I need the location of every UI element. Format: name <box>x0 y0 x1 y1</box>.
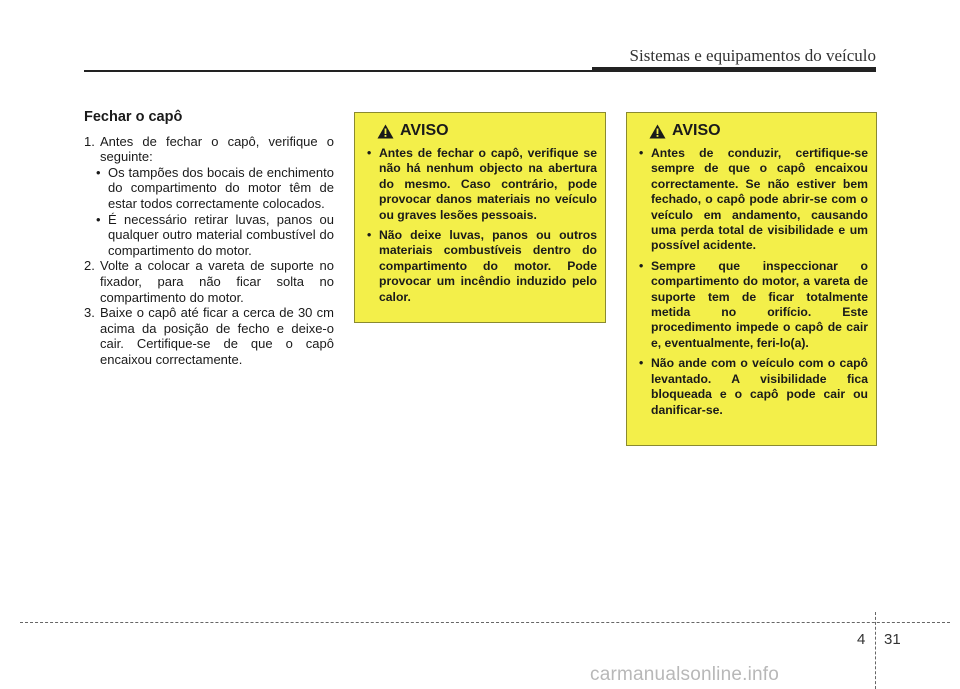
warning-title: AVISO <box>400 122 449 139</box>
warning-triangle-icon <box>377 124 394 139</box>
watermark: carmanualsonline.info <box>590 664 780 685</box>
chapter-number: 4 <box>857 631 866 648</box>
step-text: Volte a colocar a vareta de suporte no fixador, para não ficar solta no compartimento do motor. <box>100 258 334 305</box>
bullet-item: • É necessário retirar luvas, panos ou qualquer outro material combustível do compartimento do motor. <box>92 212 334 259</box>
warning-triangle-icon <box>649 124 666 139</box>
page-number: 31 <box>884 631 901 648</box>
warning-list <box>637 146 868 418</box>
warning-item: • Sempre que inspeccionar o compartimento do motor, a vareta de suporte tem de ficar totalmente metida no orifício. Este procedimento impede o capô de cair e, eventualmente, feri-lo(a). <box>637 259 868 351</box>
step-text: Baixe o capô até ficar a cerca de 30 cm acima da posição de fecho e deixe-o cair. Certifique-se de que o capô encaixou correctamente. <box>100 305 334 367</box>
warning-item: • Antes de fechar o capô, verifique se não há nenhum objecto na abertura do mesmo. Caso contrário, pode provocar danos materiais no veículo ou graves lesões pessoais. <box>365 146 597 223</box>
header-title: Sistemas e equipamentos do veículo <box>629 46 876 65</box>
warning-item: • Antes de conduzir, certifique-se sempre de que o capô encaixou correctamente. Se não estiver bem fechado, o capô pode abrir-se com o veículo em andamento, causando uma perda total de visibilidade e um possível acidente. <box>637 146 868 254</box>
warning-item: • Não deixe luvas, panos ou outros materiais combustíveis dentro do compartimento do motor. Pode provocar um incêndio induzido pelo calor. <box>365 228 597 305</box>
step-sublist <box>84 165 334 259</box>
footer-divider <box>20 622 950 623</box>
warning-box <box>354 112 606 323</box>
section-title: Fechar o capô <box>84 109 183 125</box>
footer-page-divider <box>875 612 876 689</box>
step-item <box>84 305 334 367</box>
warning-list <box>365 146 597 305</box>
step-number: 1. <box>84 133 95 149</box>
step-text: Antes de fechar o capô, verifique o seguinte: <box>100 133 334 165</box>
step-number: 3. <box>84 305 95 321</box>
warning-item: • Não ande com o veículo com o capô levantado. A visibilidade fica bloqueada e o capô pode cair ou danificar-se. <box>637 356 868 418</box>
step-number: 2. <box>84 258 95 274</box>
warning-title: AVISO <box>672 122 721 139</box>
step-item <box>84 258 334 305</box>
step-item <box>84 134 334 165</box>
bullet-item: • Os tampões dos bocais de enchimento do compartimento do motor têm de estar todos correctamente colocados. <box>92 165 334 212</box>
instructions-column <box>84 110 334 368</box>
header-rule-accent <box>592 67 876 72</box>
warning-header <box>377 122 597 140</box>
warning-box <box>626 112 877 446</box>
warning-header <box>649 122 868 140</box>
